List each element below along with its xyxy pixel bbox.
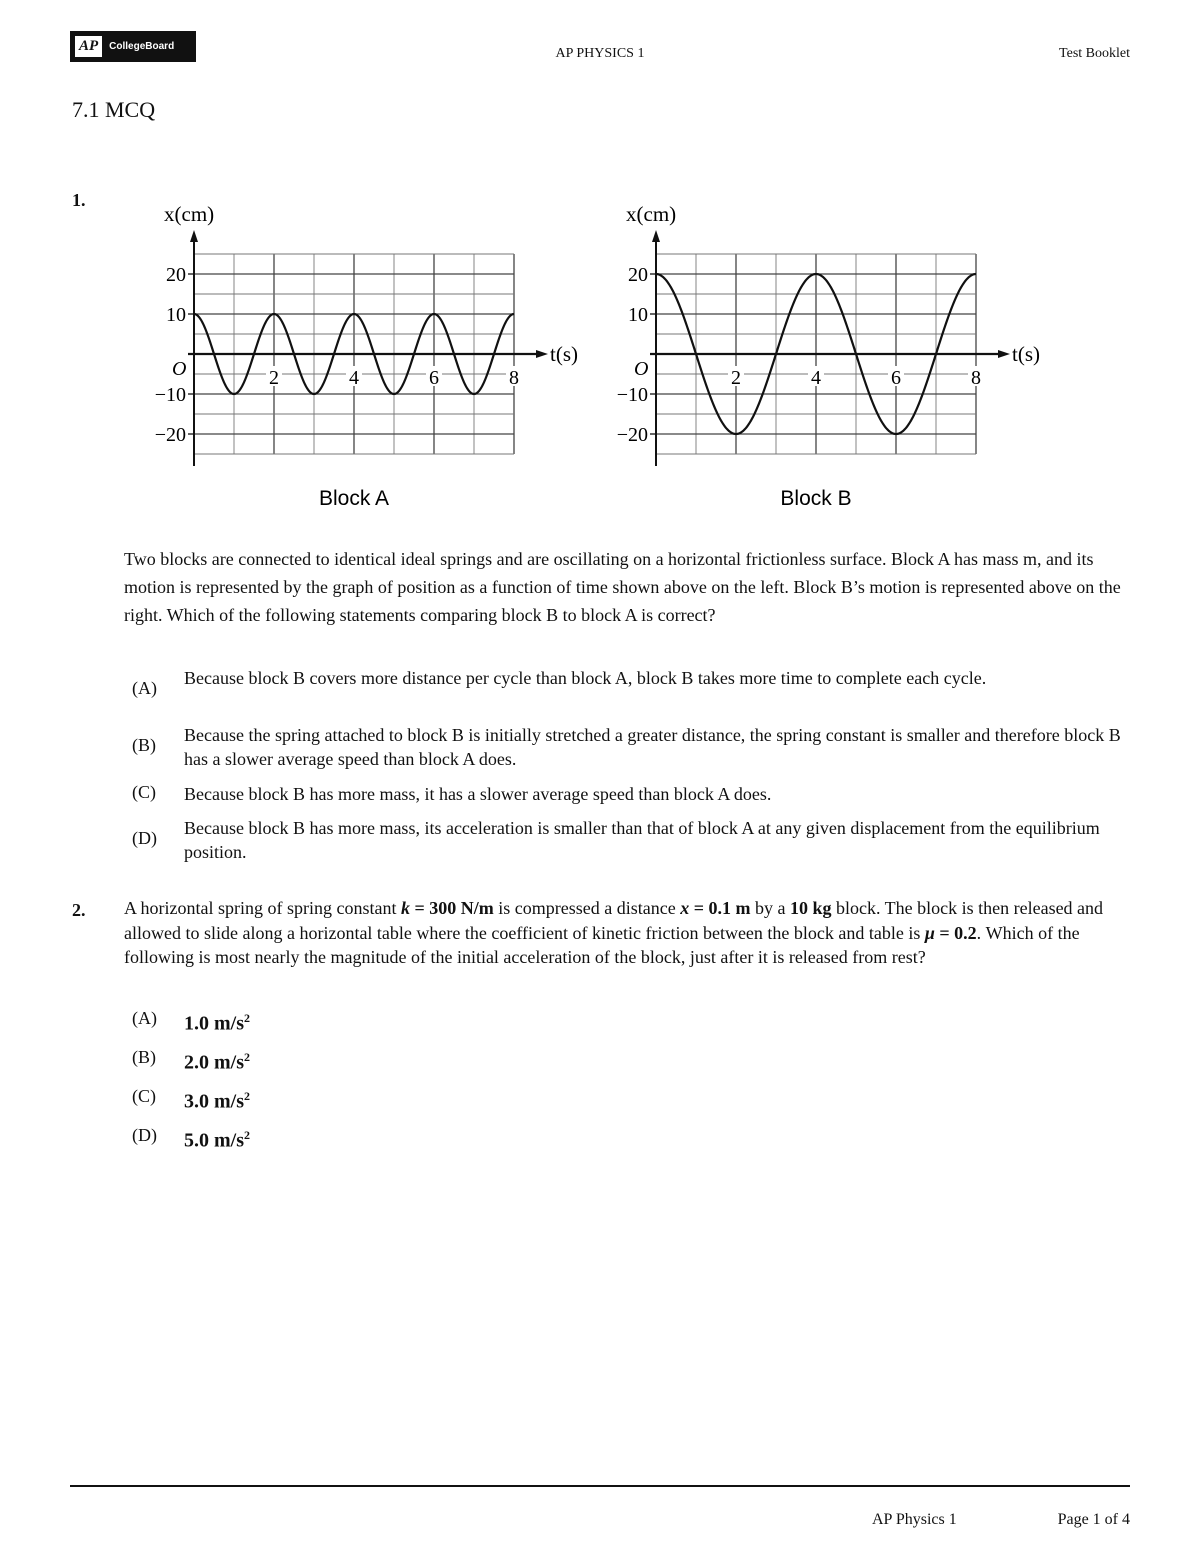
choice-answer bbox=[184, 1123, 1124, 1153]
footer-page-number: Page 1 of 4 bbox=[1057, 1511, 1130, 1528]
answer-value: 5.0 m/s bbox=[184, 1129, 244, 1152]
answer-value: 2.0 m/s bbox=[184, 1051, 244, 1074]
k-symbol: k bbox=[400, 898, 410, 918]
chart-1-y-tick-label: −10 bbox=[154, 384, 186, 406]
chart-1-x-tick-label: 6 bbox=[429, 367, 439, 389]
chart-2-x-tick-label: 2 bbox=[731, 367, 741, 389]
answer-exponent: 2 bbox=[244, 1089, 250, 1103]
choice-label: (A) bbox=[132, 678, 157, 698]
chart-1-x-axis-arrow bbox=[536, 350, 548, 358]
text-run: A horizontal spring of spring constant bbox=[124, 898, 401, 918]
chart-2-x-tick-label: 6 bbox=[891, 367, 901, 389]
chart-1-x-axis-label: t(s) bbox=[550, 342, 578, 366]
spring-constant-math bbox=[401, 898, 494, 918]
answer-exponent: 2 bbox=[244, 1128, 250, 1142]
answer-exponent: 2 bbox=[244, 1050, 250, 1064]
mu-symbol: μ bbox=[924, 922, 935, 943]
header-title: AP PHYSICS 1 bbox=[555, 46, 645, 61]
choice-label: (C) bbox=[132, 1086, 156, 1106]
choice-answer bbox=[184, 1084, 1124, 1114]
chart-2-y-tick-label: −20 bbox=[616, 424, 648, 446]
answer-exponent: 2 bbox=[244, 1011, 250, 1025]
answer-value: 1.0 m/s bbox=[184, 1012, 244, 1035]
mass-math: 10 kg bbox=[789, 898, 832, 918]
chart-1-x-tick-label: 4 bbox=[349, 367, 359, 389]
chart-1-x-tick-label: 2 bbox=[269, 367, 279, 389]
choice-text: Because block B has more mass, its acceleration is smaller than that of block A at any given displacement from the equilibrium position. bbox=[184, 818, 1100, 862]
answer-value: 3.0 m/s bbox=[184, 1090, 244, 1113]
chart-1-title: Block A bbox=[318, 487, 390, 510]
footer-rule bbox=[70, 1485, 1130, 1487]
choice-text: Because block B covers more distance per cycle than block A, block B takes more time to complete each cycle. bbox=[184, 668, 987, 688]
text-run: . Which of the following is most nearly the magnitude of the initial acceleration of the block, just after it is released from rest? bbox=[124, 922, 1080, 967]
chart-2-y-axis-arrow bbox=[652, 230, 660, 242]
question-2-number: 2. bbox=[72, 900, 86, 920]
question-2-text bbox=[124, 896, 1124, 970]
chart-2-x-axis-label: t(s) bbox=[1012, 342, 1040, 366]
chart-1-y-tick-label: −20 bbox=[154, 424, 186, 446]
choice-text: Because block B has more mass, it has a slower average speed than block A does. bbox=[184, 784, 772, 804]
college-board-logo-text: CollegeBoard bbox=[109, 41, 175, 52]
x-symbol: x bbox=[680, 898, 690, 918]
chart-2-x-tick-label: 4 bbox=[811, 367, 821, 389]
chart-1-y-axis-label: x(cm) bbox=[164, 202, 215, 226]
chart-2-origin-label: O bbox=[634, 358, 649, 380]
choice-label: (D) bbox=[132, 828, 157, 848]
chart-1-y-tick-label: 20 bbox=[166, 264, 186, 286]
text-run: is compressed a distance bbox=[493, 898, 681, 918]
question-1-number: 1. bbox=[72, 190, 86, 210]
choice-label: (C) bbox=[132, 782, 156, 802]
choice-label: (B) bbox=[132, 1047, 156, 1067]
choice-text: Because the spring attached to block B is initially stretched a greater distance, the spring constant is smaller and therefore block B has a slower average speed than block A does. bbox=[184, 725, 1121, 769]
chart-2-y-axis-label: x(cm) bbox=[626, 202, 677, 226]
x-value: = 0.1 m bbox=[693, 898, 751, 918]
k-value: = 300 N/m bbox=[414, 898, 494, 918]
choice-answer bbox=[184, 1045, 1124, 1075]
chart-1-y-tick-label: 10 bbox=[166, 304, 186, 326]
friction-coefficient-math bbox=[925, 923, 977, 943]
chart-2-title: Block B bbox=[780, 487, 852, 510]
question-1-figure bbox=[100, 195, 1100, 525]
mu-value: = 0.2 bbox=[939, 922, 977, 943]
compression-math bbox=[680, 898, 750, 918]
footer-course: AP Physics 1 bbox=[872, 1511, 957, 1528]
ap-logo-mark: AP bbox=[75, 36, 102, 57]
chart-1-x-tick-label: 8 bbox=[509, 367, 519, 389]
position-time-graphs bbox=[100, 195, 1100, 525]
choice-answer bbox=[184, 1006, 1124, 1036]
choice-label: (A) bbox=[132, 1008, 157, 1028]
chart-2-x-tick-label: 8 bbox=[971, 367, 981, 389]
chart-1-y-axis-arrow bbox=[190, 230, 198, 242]
choice-label: (B) bbox=[132, 735, 156, 755]
chart-2-y-tick-label: −10 bbox=[616, 384, 648, 406]
header-booklet-label: Test Booklet bbox=[1059, 46, 1130, 61]
section-title: 7.1 MCQ bbox=[72, 97, 156, 122]
text-run: by a bbox=[750, 898, 790, 918]
text-run: block. The block is then released and allowed to slide along a horizontal table where the coefficient of kinetic friction between the block and table is bbox=[124, 898, 1104, 943]
chart-2-x-axis-arrow bbox=[998, 350, 1010, 358]
question-1-text: Two blocks are connected to identical ideal springs and are oscillating on a horizontal frictionless surface. Block A has mass m, and its motion is represented by the graph of position as a function of time shown above on the left. Block B’s motion is represented above on the right. Which of the following statements comparing block B to block A is correct? bbox=[124, 549, 1121, 625]
chart-1-origin-label: O bbox=[172, 358, 187, 380]
choice-label: (D) bbox=[132, 1125, 157, 1145]
chart-2-y-tick-label: 20 bbox=[628, 264, 648, 286]
chart-2-y-tick-label: 10 bbox=[628, 304, 648, 326]
